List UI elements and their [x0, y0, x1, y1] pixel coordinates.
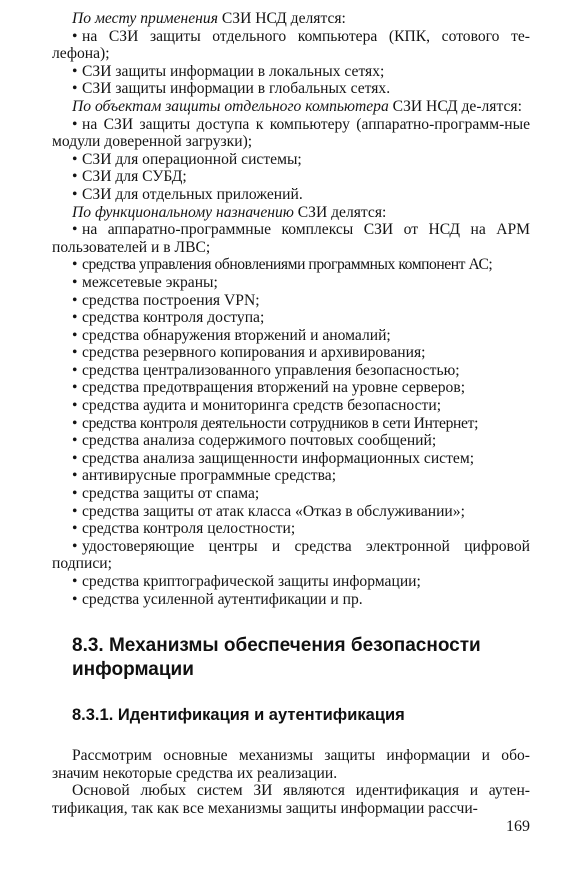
list-item	[52, 362, 530, 380]
list-item	[52, 573, 530, 591]
bullet-icon: •	[72, 485, 78, 503]
intro-by-object	[52, 98, 530, 116]
list-item-text: средства анализа защищенности информационных систем;	[82, 449, 475, 467]
bullet-icon: •	[72, 502, 78, 520]
bullet-icon: •	[72, 291, 78, 309]
bullet-icon: •	[72, 361, 78, 379]
intro-text: СЗИ НСД де-лятся:	[388, 97, 522, 115]
list-item	[52, 151, 530, 169]
list-item	[52, 450, 530, 468]
list-item	[52, 520, 530, 538]
list-item	[52, 415, 530, 433]
list-item-text: средства управления обновлениями программных компонент АС;	[82, 256, 493, 274]
list-item-text: средства защиты от спама;	[82, 485, 260, 503]
list-item-text: СЗИ для операционной системы;	[82, 150, 302, 168]
list-item-text: СЗИ для отдельных приложений.	[82, 185, 303, 203]
bullet-icon: •	[72, 414, 78, 432]
bullet-icon: •	[72, 397, 78, 415]
bullet-icon: •	[72, 27, 78, 45]
bullet-icon: •	[72, 573, 78, 590]
bullet-icon: •	[72, 221, 78, 239]
bullet-icon: •	[72, 309, 78, 327]
list-item-text: на СЗИ защиты доступа к компьютеру (аппаратно-программ-ные модули доверенной загрузки);	[52, 115, 530, 151]
bullet-icon: •	[72, 168, 78, 186]
bullet-icon: •	[72, 256, 78, 274]
bullet-icon: •	[72, 449, 78, 467]
bullet-icon: •	[72, 379, 78, 397]
intro-text: СЗИ НСД делятся:	[217, 10, 346, 27]
intro-text: СЗИ делятся:	[293, 203, 387, 221]
section-heading: 8.3. Механизмы обеспечения безопасности информации	[72, 635, 481, 681]
list-item-text: удостоверяющие центры и средства электронной цифровой подписи;	[52, 537, 530, 573]
list-item-text: СЗИ защиты информации в глобальных сетях.	[82, 80, 391, 98]
list-item-text: средства контроля целостности;	[82, 520, 296, 538]
list-item	[52, 432, 530, 450]
list-item-text: на СЗИ защиты отдельного компьютера (КПК, сотового те-лефона);	[52, 27, 530, 63]
bullet-icon: •	[72, 185, 78, 203]
list-item-text: СЗИ для СУБД;	[82, 168, 187, 186]
list-item	[52, 80, 530, 98]
bullet-icon: •	[72, 467, 78, 485]
list-item	[52, 503, 530, 521]
list-item	[52, 327, 530, 345]
list-item	[52, 591, 530, 609]
list-item-text: средства криптографической защиты информации;	[82, 573, 421, 590]
intro-by-application	[52, 10, 530, 28]
list-item	[52, 256, 530, 274]
list-item-text: средства резервного копирования и архивирования;	[82, 344, 426, 362]
list-item	[52, 379, 530, 397]
list-item	[52, 168, 530, 186]
page-number: 169	[506, 818, 530, 835]
list-item-text: антивирусные программные средства;	[82, 467, 337, 485]
list-item	[52, 28, 530, 63]
subsection-heading: 8.3.1. Идентификация и аутентификация	[72, 706, 405, 725]
list-item-text: средства защиты от атак класса «Отказ в обслуживании»;	[82, 502, 465, 520]
list-item	[52, 292, 530, 310]
list-item	[52, 221, 530, 256]
list-item	[52, 309, 530, 327]
bullet-icon: •	[72, 273, 78, 291]
list-item	[52, 274, 530, 292]
bullet-icon: •	[72, 326, 78, 344]
list-item-text: средства централизованного управления безопасностью;	[82, 361, 460, 379]
bullet-icon: •	[72, 150, 78, 168]
bullet-icon: •	[72, 80, 78, 98]
intro-by-function	[52, 204, 530, 222]
list-item-text: средства аудита и мониторинга средств безопасности;	[82, 397, 442, 415]
list-item	[52, 538, 530, 573]
bullet-icon: •	[72, 432, 78, 450]
page-body	[52, 10, 530, 818]
bullet-icon: •	[72, 344, 78, 362]
list-item-text: средства предотвращения вторжений на уровне серверов;	[82, 379, 466, 397]
list-item	[52, 397, 530, 415]
bullet-icon: •	[72, 520, 78, 538]
bullet-icon: •	[72, 590, 78, 608]
bullet-icon: •	[72, 62, 78, 80]
list-item	[52, 116, 530, 151]
bullet-icon: •	[72, 537, 78, 555]
list-item-text: средства построения VPN;	[82, 291, 260, 309]
list-item-text: средства анализа содержимого почтовых сообщений;	[82, 432, 437, 450]
list-item-text: на аппаратно-программные комплексы СЗИ от НСД на АРМ пользователей и в ЛВС;	[52, 221, 530, 256]
intro-italic: По функциональному назначению	[72, 203, 294, 221]
intro-italic: По месту применения	[72, 10, 218, 27]
list-item	[52, 485, 530, 503]
list-item	[52, 344, 530, 362]
intro-italic: По объектам защиты отдельного компьютера	[72, 97, 389, 115]
paragraph: Рассмотрим основные механизмы защиты информации и обо-значим некоторые средства их реализации.	[52, 747, 530, 782]
list-item-text: средства обнаружения вторжений и аномалий;	[82, 326, 391, 344]
list-item-text: средства контроля доступа;	[82, 309, 265, 327]
list-item	[52, 186, 530, 204]
bullet-icon: •	[72, 115, 78, 133]
paragraph: Основой любых систем ЗИ являются идентификация и аутен-тификация, так как все механизмы защиты информации рассчи-	[52, 782, 530, 817]
list-item	[52, 467, 530, 485]
list-item	[52, 63, 530, 81]
list-item-text: СЗИ защиты информации в локальных сетях;	[82, 62, 385, 80]
list-item-text: межсетевые экраны;	[82, 273, 218, 291]
list-item-text: средства контроля деятельности сотрудников в сети Интернет;	[82, 414, 479, 432]
list-item-text: средства усиленной аутентификации и пр.	[82, 590, 363, 608]
